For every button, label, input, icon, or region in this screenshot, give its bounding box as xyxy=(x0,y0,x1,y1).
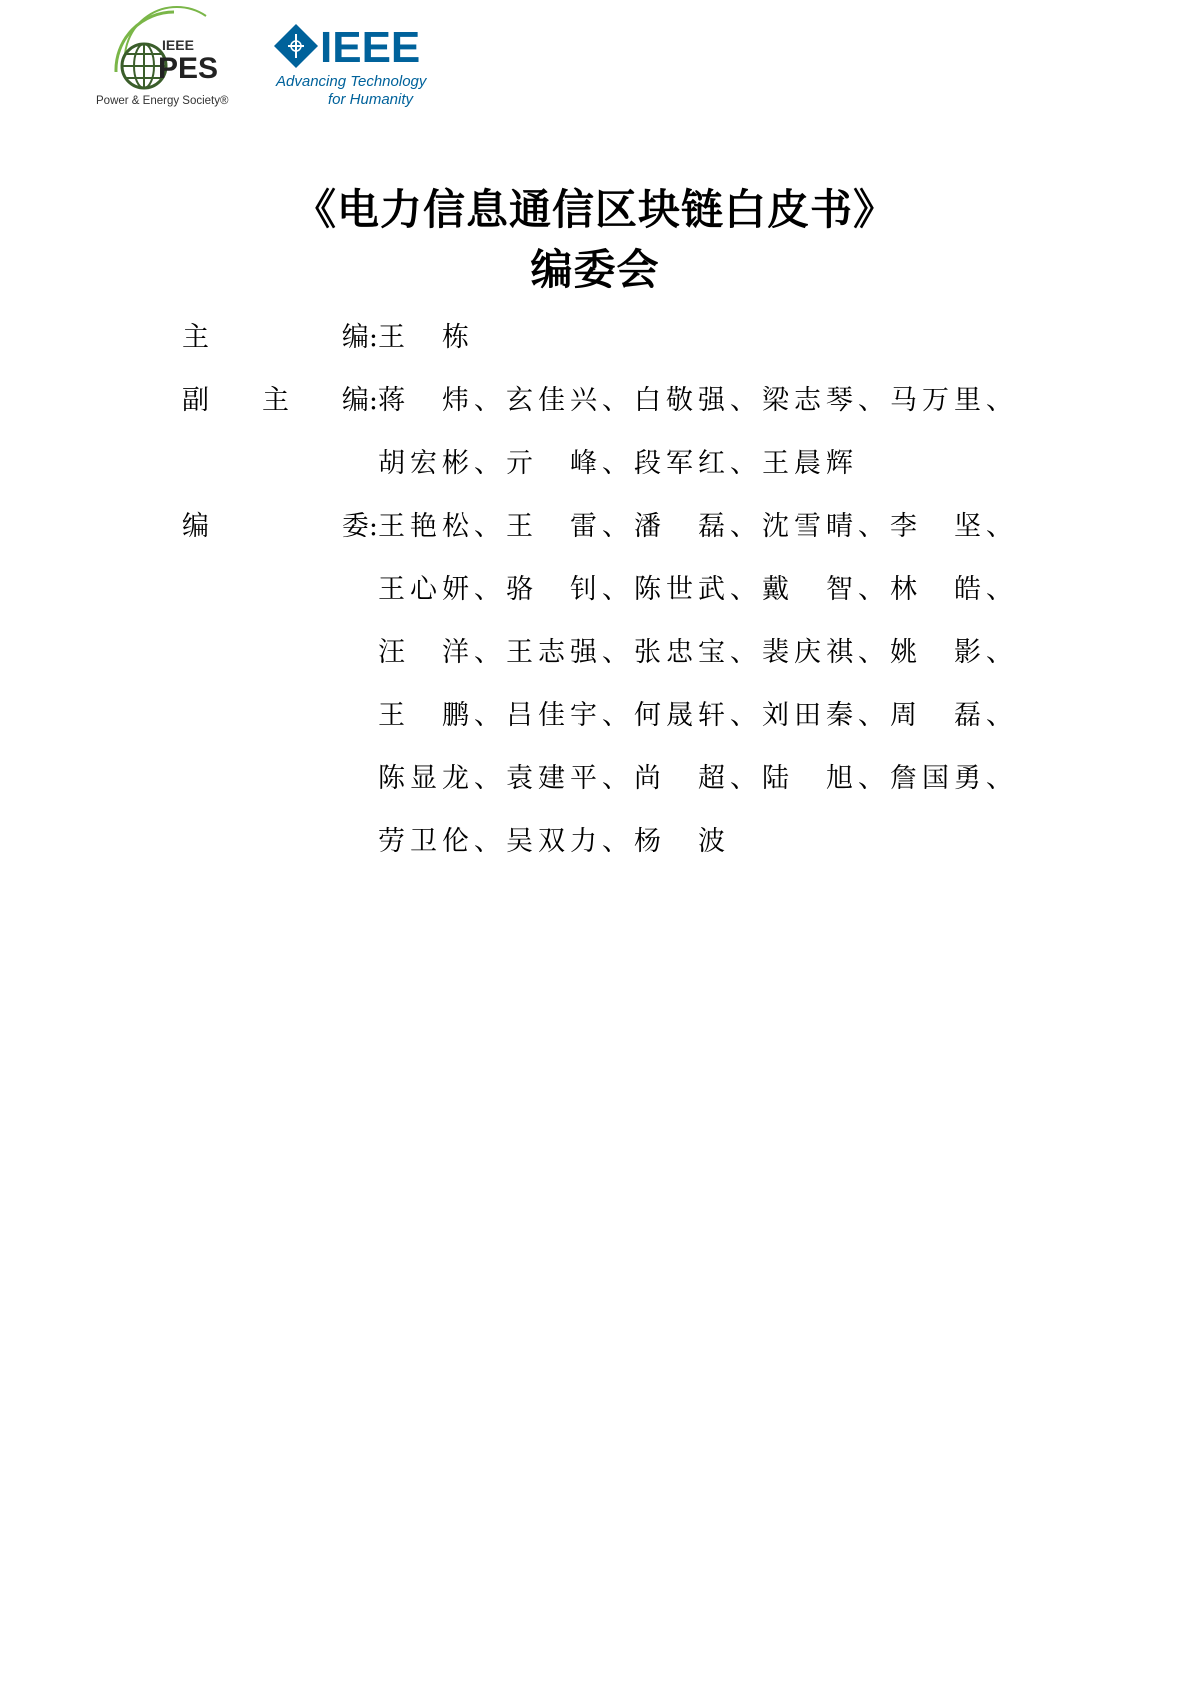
ieee-tagline-1: Advancing Technology xyxy=(276,73,427,90)
editorial-committee xyxy=(182,306,1062,873)
pes-tagline: Power & Energy Society® xyxy=(96,95,229,107)
ieee-tagline-2: for Humanity xyxy=(328,91,414,108)
ieee-main-text: IEEE xyxy=(320,24,421,72)
deputy-editors-row xyxy=(182,369,1062,495)
pes-top-text: IEEE xyxy=(162,37,194,53)
title-line-2: 编委会 xyxy=(530,245,660,294)
ieee-logo xyxy=(272,24,432,116)
pes-main-text: PES xyxy=(158,52,219,85)
chief-editor-names: 王 栋 xyxy=(378,322,474,353)
deputy-editors-names: 蒋 炜、玄佳兴、白敬强、梁志琴、马万里、 胡宏彬、亓 峰、段军红、王晨辉 xyxy=(378,385,1018,479)
title-line-1: 《电力信息通信区块链白皮书》 xyxy=(293,185,896,234)
deputy-editors-label: 副 主 编: xyxy=(182,385,378,416)
chief-editor-label: 主 编: xyxy=(182,322,378,353)
header-logos xyxy=(96,6,436,116)
document-title xyxy=(0,180,1190,300)
editorial-board-label: 编 委: xyxy=(182,511,378,542)
ieee-pes-logo xyxy=(96,6,256,116)
editorial-board-row xyxy=(182,495,1062,873)
chief-editor-row xyxy=(182,306,1062,369)
editorial-board-names: 王艳松、王 雷、潘 磊、沈雪晴、李 坚、 王心妍、骆 钊、陈世武、戴 智、林 皓、 汪 洋、王志强、张忠宝、裴庆祺、姚 影、 王 鹏、吕佳宇、何晟轩、刘田秦、周 磊、 陈显龙、袁建平、尚 超、陆 旭、詹国勇、 劳卫伦、吴双力、杨 波 xyxy=(378,511,1018,857)
